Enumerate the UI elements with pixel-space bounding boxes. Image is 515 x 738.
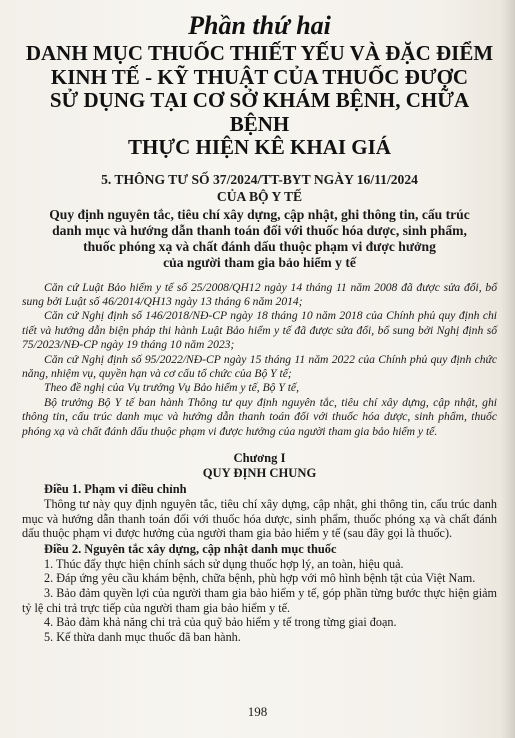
circular-subject: [22, 207, 497, 271]
subject-line: của người tham gia bảo hiểm y tế: [163, 254, 356, 270]
preamble-paragraph: Bộ trưởng Bộ Y tế ban hành Thông tư quy định nguyên tắc, tiêu chí xây dựng, cập nhật, ghi thông tin, cấu trúc danh mục và hướng dẫn thanh toán đối với thuốc hóa dược, sinh phẩm, thuốc phóng xạ và chất đánh dấu thuộc phạm vi được hưởng của người tham gia bảo hiểm y tế.: [22, 395, 497, 438]
list-item: 1. Thúc đẩy thực hiện chính sách sử dụng thuốc hợp lý, an toàn, hiệu quả.: [44, 556, 404, 571]
list-item: 5. Kế thừa danh mục thuốc đã ban hành.: [44, 629, 241, 644]
preamble-paragraph: Căn cứ Nghị định số 146/2018/NĐ-CP ngày 18 tháng 10 năm 2018 của Chính phủ quy định chi tiết và hướng dẫn biện pháp thi hành Luật Bảo hiểm y tế đã được sửa đổi, bổ sung bởi Nghị định số 75/2023/NĐ-CP ngày 19 tháng 10 năm 2023;: [22, 309, 497, 352]
main-title: [22, 42, 497, 160]
main-title-line: DANH MỤC THUỐC THIẾT YẾU VÀ ĐẶC ĐIỂM: [25, 41, 494, 65]
preamble: [22, 281, 497, 439]
main-title-line: THỰC HIỆN KÊ KHAI GIÁ: [128, 135, 391, 159]
list-item: 2. Đáp ứng yêu cầu khám bệnh, chữa bệnh, phù hợp với mô hình bệnh tật của Việt Nam.: [44, 571, 476, 586]
subject-line: thuốc phóng xạ và chất đánh dấu thuộc phạm vi được hưởng: [83, 238, 436, 254]
article-1-title: Điều 1. Phạm vi điều chỉnh: [44, 481, 187, 496]
chapter-number: Chương I: [233, 450, 286, 465]
circular-title: 5. THÔNG TƯ SỐ 37/2024/TT-BYT NGÀY 16/11/2024: [101, 171, 418, 187]
list-item: 3. Bảo đảm quyền lợi của người tham gia bảo hiểm y tế, góp phần từng bước thực hiện giảm tỷ lệ chi trả trực tiếp của người tham gia bảo hiểm y tế.: [22, 585, 497, 615]
preamble-paragraph: Theo đề nghị của Vụ trưởng Vụ Bảo hiểm y tế, Bộ Y tế,: [44, 381, 299, 395]
subject-line: danh mục và hướng dẫn thanh toán đối với thuốc hóa dược, sinh phẩm,: [52, 222, 467, 238]
part-title: Phần thứ hai: [188, 11, 331, 40]
article-2-title: Điều 2. Nguyên tắc xây dựng, cập nhật danh mục thuốc: [44, 541, 337, 556]
preamble-paragraph: Căn cứ Nghị định số 95/2022/NĐ-CP ngày 15 tháng 11 năm 2022 của Chính phủ quy định chức năng, nhiệm vụ, quyền hạn và cơ cấu tổ chức của Bộ Y tế;: [22, 352, 497, 380]
list-item: 4. Bảo đảm khả năng chi trả của quỹ bảo hiểm y tế trong từng giai đoạn.: [44, 615, 397, 630]
main-title-line: SỬ DỤNG TẠI CƠ SỞ KHÁM BỆNH, CHỮA BỆNH: [49, 88, 470, 136]
main-title-line: KINH TẾ - KỸ THUẬT CỦA THUỐC ĐƯỢC: [50, 64, 469, 89]
subject-line: Quy định nguyên tắc, tiêu chí xây dựng, cập nhật, ghi thông tin, cấu trúc: [49, 206, 470, 222]
chapter-title: QUY ĐỊNH CHUNG: [202, 465, 317, 480]
page-number: 198: [247, 704, 268, 719]
article-1-text: Thông tư này quy định nguyên tắc, tiêu chí xây dựng, cập nhật, ghi thông tin, cấu trúc danh mục và hướng dẫn thanh toán đối với thuốc hóa dược, sinh phẩm, thuốc phóng xạ và chất đánh dấu thuộc phạm vi được hưởng của người tham gia bảo hiểm y tế (sau đây gọi là thuốc).: [22, 496, 497, 541]
article-1-body: [22, 497, 497, 541]
page-edge-shadow: [501, 0, 515, 738]
issuer: CỦA BỘ Y TẾ: [216, 188, 303, 204]
article-2-list: [22, 557, 497, 645]
preamble-paragraph: Căn cứ Luật Bảo hiểm y tế số 25/2008/QH12 ngày 14 tháng 11 năm 2008 đã được sửa đổi, bổ sung bởi Luật số 46/2014/QH13 ngày 13 tháng 6 năm 2014;: [22, 280, 497, 308]
